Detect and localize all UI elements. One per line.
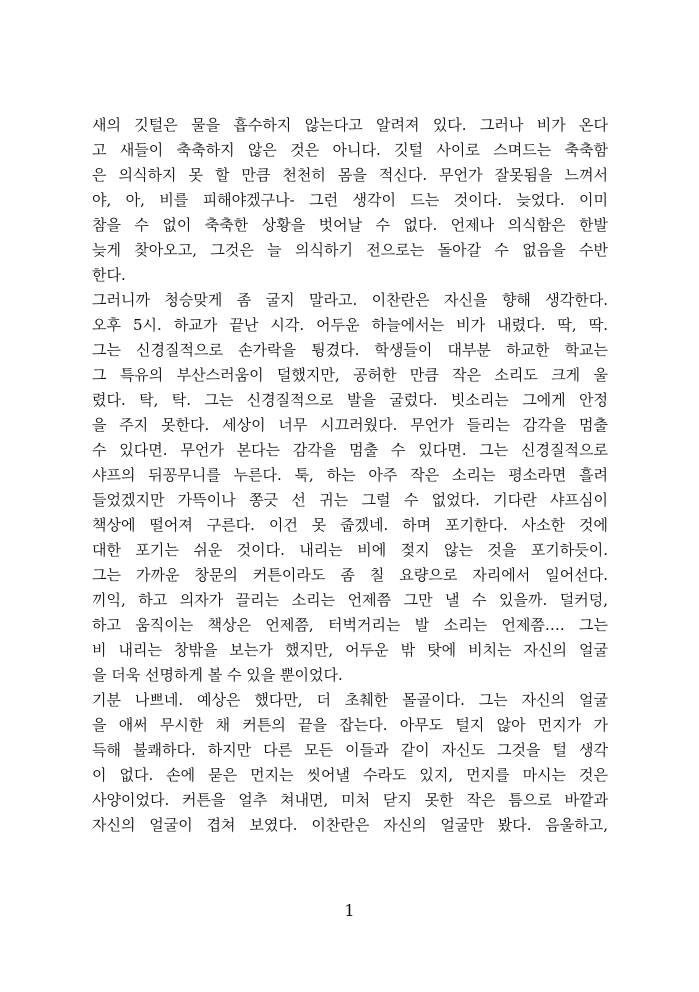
text-line: 그는 신경질적으로 손가락을 튕겼다. 학생들이 대부분 하교한 학교는: [92, 341, 608, 359]
text-line: 대한 포기는 쉬운 것이다. 내리는 비에 젖지 않는 것을 포기하듯이.: [92, 541, 608, 559]
text-line: 득해 불쾌하다. 하지만 다른 모든 이들과 같이 자신도 그것을 털 생각: [92, 741, 608, 759]
text-line: 자신의 얼굴이 겹쳐 보였다. 이찬란은 자신의 얼굴만 봤다. 음울하고,: [92, 816, 608, 834]
text-line: 은 의식하지 못 할 만큼 천천히 몸을 적신다. 무언가 잘못됨을 느껴서: [92, 166, 608, 184]
text-line: 수 있다면. 무언가 본다는 감각을 멈출 수 있다면. 그는 신경질적으로: [92, 441, 608, 459]
text-line: 을 애써 무시한 채 커튼의 끝을 잡는다. 아무도 털지 않아 먼지가 가: [92, 716, 608, 734]
text-line: 렸다. 탁, 탁. 그는 신경질적으로 발을 굴렀다. 빗소리는 그에게 안정: [92, 391, 608, 409]
text-line: 늦게 찾아오고, 그것은 늘 의식하기 전으로는 돌아갈 수 없음을 수반: [92, 241, 608, 259]
text-line: 을 더욱 선명하게 볼 수 있을 뿐이었다.: [92, 666, 343, 684]
text-line: 기분 나쁘네. 예상은 했다만, 더 초췌한 몰골이다. 그는 자신의 얼굴: [92, 691, 608, 709]
text-line: 들었겠지만 가뜩이나 쫑긋 선 귀는 그럴 수 없었다. 기다란 샤프심이: [92, 491, 608, 509]
text-line: 고 새들이 축축하지 않은 것은 아니다. 깃털 사이로 스며드는 축축함: [92, 141, 608, 159]
text-line: 오후 5시. 하교가 끝난 시각. 어두운 하늘에서는 비가 내렸다. 딱, 딱.: [92, 316, 608, 334]
text-line: 새의 깃털은 물을 흡수하지 않는다고 알려져 있다. 그러나 비가 온다: [92, 116, 608, 134]
text-line: 이 없다. 손에 묻은 먼지는 씻어낼 수라도 있지, 먼지를 마시는 것은: [92, 766, 608, 784]
text-line: 참을 수 없이 축축한 상황을 벗어날 수 없다. 언제나 의식함은 한발: [92, 216, 608, 234]
body-text: [92, 113, 608, 838]
text-line: 비 내리는 창밖을 보는가 했지만, 어두운 밖 탓에 비치는 자신의 얼굴: [92, 641, 608, 659]
text-line: 을 주지 못한다. 세상이 너무 시끄러웠다. 무언가 들리는 감각을 멈출: [92, 416, 608, 434]
text-line: 그는 가까운 창문의 커튼이라도 좀 칠 요량으로 자리에서 일어선다.: [92, 566, 608, 584]
text-line: 책상에 떨어져 구른다. 이건 못 줍겠네. 하며 포기한다. 사소한 것에: [92, 516, 608, 534]
text-line: 끼익, 하고 의자가 끌리는 소리는 언제쯤 그만 낼 수 있을까. 덜커덩,: [92, 591, 608, 609]
text-line: 그러니까 청승맞게 좀 굴지 말라고. 이찬란은 자신을 향해 생각한다.: [92, 291, 608, 309]
text-line: 하고 움직이는 책상은 언제쯤, 터벅거리는 발 소리는 언제쯤…. 그는: [92, 616, 608, 634]
text-line: 사양이었다. 커튼을 얼추 쳐내면, 미처 닫지 못한 작은 틈으로 바깥과: [92, 791, 608, 809]
text-line: 샤프의 뒤꽁무니를 누른다. 툭, 하는 아주 작은 소리는 평소라면 흘려: [92, 466, 608, 484]
page-number: 1: [344, 901, 355, 920]
text-line: 한다.: [92, 266, 126, 284]
text-line: 그 특유의 부산스러움이 덜했지만, 공허한 만큼 작은 소리도 크게 울: [92, 366, 608, 384]
text-line: 야, 아, 비를 피해야겠구나- 그런 생각이 드는 것이다. 늦었다. 이미: [92, 191, 608, 209]
